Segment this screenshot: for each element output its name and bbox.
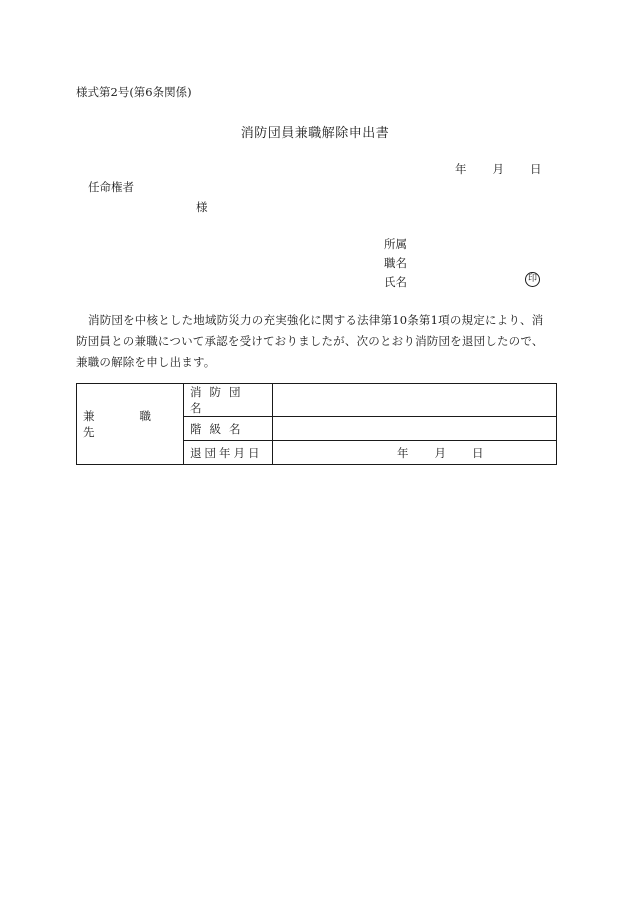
date-year-label: 年 xyxy=(455,162,467,176)
fire-brigade-name-field[interactable] xyxy=(273,384,557,417)
body-paragraph: 消防団を中核とした地域防災力の充実強化に関する法律第10条第1項の規定により、消防団員との兼職について承認を受けておりましたが、次のとおり消防団を退団したので、兼職の解除を申し出ます。 xyxy=(76,313,544,369)
seal-mark: 印 xyxy=(525,272,540,287)
honorific: 様 xyxy=(196,200,208,214)
table-row xyxy=(77,384,557,417)
date-day-label: 日 xyxy=(530,162,542,176)
retire-year-label: 年 xyxy=(397,445,409,460)
retirement-date-field[interactable] xyxy=(273,441,557,465)
retire-day-label: 日 xyxy=(472,445,484,460)
rank-name-field[interactable] xyxy=(273,417,557,441)
appointing-authority: 任命権者 xyxy=(88,180,134,194)
affiliation-label: 所属 xyxy=(384,237,407,251)
rank-name-label: 階級名 xyxy=(184,417,273,441)
submission-date xyxy=(455,161,542,177)
fire-brigade-name-label: 消防団名 xyxy=(184,384,273,417)
document-title: 消防団員兼職解除申出書 xyxy=(240,126,390,141)
concurrent-post-table xyxy=(76,383,557,465)
concurrent-post-label: 兼職先 xyxy=(77,384,184,465)
position-label: 職名 xyxy=(384,256,407,270)
retirement-date-label: 退団年月日 xyxy=(184,441,273,465)
name-label: 氏名 xyxy=(384,275,407,289)
retire-month-label: 月 xyxy=(434,445,446,460)
date-month-label: 月 xyxy=(492,162,504,176)
form-number: 様式第2号(第6条関係) xyxy=(76,85,192,99)
